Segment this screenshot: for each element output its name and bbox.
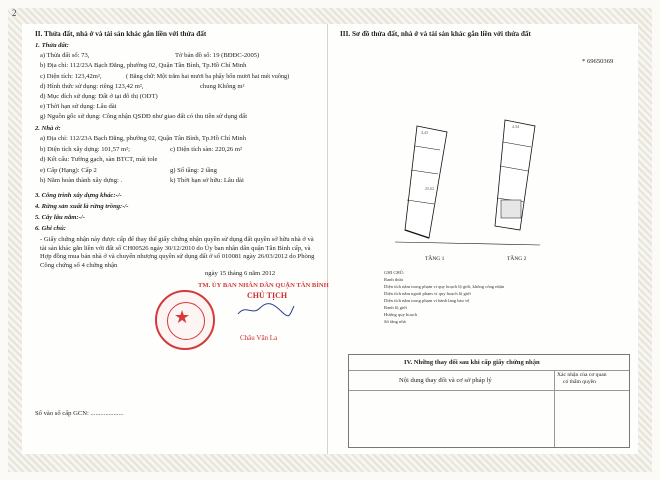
svg-text:TẦNG 1: TẦNG 1 <box>425 256 445 262</box>
diagram-legend <box>380 270 530 340</box>
issue-date: ngày 15 tháng 6 năm 2012 <box>205 270 276 277</box>
land-parcel-number: a) Thửa đất số: 73, <box>40 52 90 59</box>
section-ii-title: II. Thửa đất, nhà ở và tài sản khác gắn liền với thửa đất <box>35 30 207 38</box>
gcn-book-number: Số vào sổ cấp GCN: .................... <box>35 410 124 417</box>
star-icon: ★ <box>174 307 191 327</box>
house-structure: d) Kết cấu: Tường gạch, sàn BTCT, mái tole <box>40 156 158 163</box>
svg-text:TẦNG 2: TẦNG 2 <box>507 256 527 262</box>
legend-item: Diện tích nằm ngoài phạm vi quy hoạch lộ giới <box>384 291 471 296</box>
land-origin: g) Nguồn gốc sử dụng: Công nhận QSDĐ như giao đất có thu tiền sử dụng đất <box>40 113 248 120</box>
signer-title: CHỦ TỊCH <box>247 291 288 300</box>
house-build-area: b) Diện tích xây dựng: 101,57 m²; <box>40 146 130 153</box>
legend-title: GHI CHÚ: <box>384 270 405 275</box>
section-6: 6. Ghi chú: <box>35 225 66 232</box>
land-heading: 1. Thửa đất: <box>35 42 69 49</box>
svg-text:4,43: 4,43 <box>421 130 428 135</box>
svg-text:4,34: 4,34 <box>512 124 519 129</box>
legend-item: Diện tích nằm trong phạm vi quy hoạch lộ giới, không công nhận <box>384 284 505 289</box>
legend-item: Hướng quy hoạch <box>384 312 417 317</box>
changes-table <box>348 354 630 448</box>
svg-text:25,62: 25,62 <box>425 186 434 191</box>
house-address: a) Địa chỉ: 112/23A Bạch Đằng, phường 02, Quận Tân Bình, Tp.Hồ Chí Minh <box>40 135 247 142</box>
document-serial: * 69650369 <box>582 58 614 65</box>
issuing-authority: TM. ỦY BAN NHÂN DÂN QUẬN TÂN BÌNH <box>198 282 329 289</box>
land-purpose: đ) Mục đích sử dụng: Đất ở tại đô thị (ODT) <box>40 93 158 100</box>
land-map-sheet: Tờ bản đồ số: 19 (BĐĐC-2005) <box>175 52 260 59</box>
legend-item: Số tầng nhà <box>384 319 406 324</box>
section-3: 3. Công trình xây dựng khác:-/- <box>35 192 122 199</box>
page-number: 2 <box>12 8 17 18</box>
house-completed: h) Năm hoàn thành xây dựng: . <box>40 177 123 184</box>
table-col-authority-2: có thẩm quyền <box>563 379 596 385</box>
land-address: b) Địa chỉ: 112/23A Bạch Đằng, phường 02, Quận Tân Bình, Tp.Hồ Chí Minh <box>40 62 247 69</box>
legend-item: Ranh thửa <box>384 277 403 282</box>
center-divider <box>327 24 328 454</box>
land-term: e) Thời hạn sử dụng: Lâu dài <box>40 103 117 110</box>
house-grade: e) Cấp (Hạng): Cấp 2 <box>40 167 97 174</box>
table-col-content: Nội dung thay đổi và cơ sở pháp lý <box>399 377 492 384</box>
land-area: c) Diện tích: 123,42m², <box>40 73 102 80</box>
legend-item: Diện tích nằm trong phạm vi hành lang bảo vệ <box>384 298 470 303</box>
house-floors: g) Số tầng: 2 tầng <box>170 167 217 174</box>
section-5: 5. Cây lâu năm:-/- <box>35 214 85 221</box>
floor-plan-diagram <box>355 70 620 270</box>
section-4: 4. Rừng sản xuất là rừng trồng:-/- <box>35 203 129 210</box>
land-usage-common: chung Không m² <box>200 83 245 90</box>
notes-paragraph: - Giấy chứng nhận này được cấp để thay thế giấy chứng nhận quyền sử dụng đất quyền sở hữu nhà ở và tài sản khác gắn liền với đất số CH00526 ngày 30/12/2010 do Ủy ban nhân dân quận Tân Bình cấp, và Hợp đồng mua bán nhà ở và chuyển nhượng quyền sử dụng đất ở số 010081 ngày 26/03/2012 do Phòng Công chứng số 4 chứng nhận <box>40 236 315 269</box>
land-area-words: ( Bằng chữ: Một trăm hai mươi ba phẩy bốn mươi hai mét vuông) <box>126 73 290 80</box>
section-iii-title: III. Sơ đồ thửa đất, nhà ở và tài sản khác gắn liền với thửa đất <box>340 30 531 38</box>
table-col-authority: Xác nhận của cơ quan <box>557 372 607 378</box>
land-usage-form: d) Hình thức sử dụng: riêng 123,42 m², <box>40 83 144 90</box>
signer-name: Châu Văn La <box>240 334 278 342</box>
legend-item: Ranh lộ giới <box>384 305 407 310</box>
handwritten-signature <box>236 302 296 318</box>
table-title: IV. Những thay đổi sau khi cấp giấy chứng nhận <box>404 359 540 366</box>
official-seal <box>155 290 215 350</box>
house-heading: 2. Nhà ở: <box>35 125 61 132</box>
house-floor-area: c) Diện tích sàn: 220,26 m² <box>170 146 242 153</box>
house-ownership-term: k) Thời hạn sở hữu: Lâu dài <box>170 177 244 184</box>
